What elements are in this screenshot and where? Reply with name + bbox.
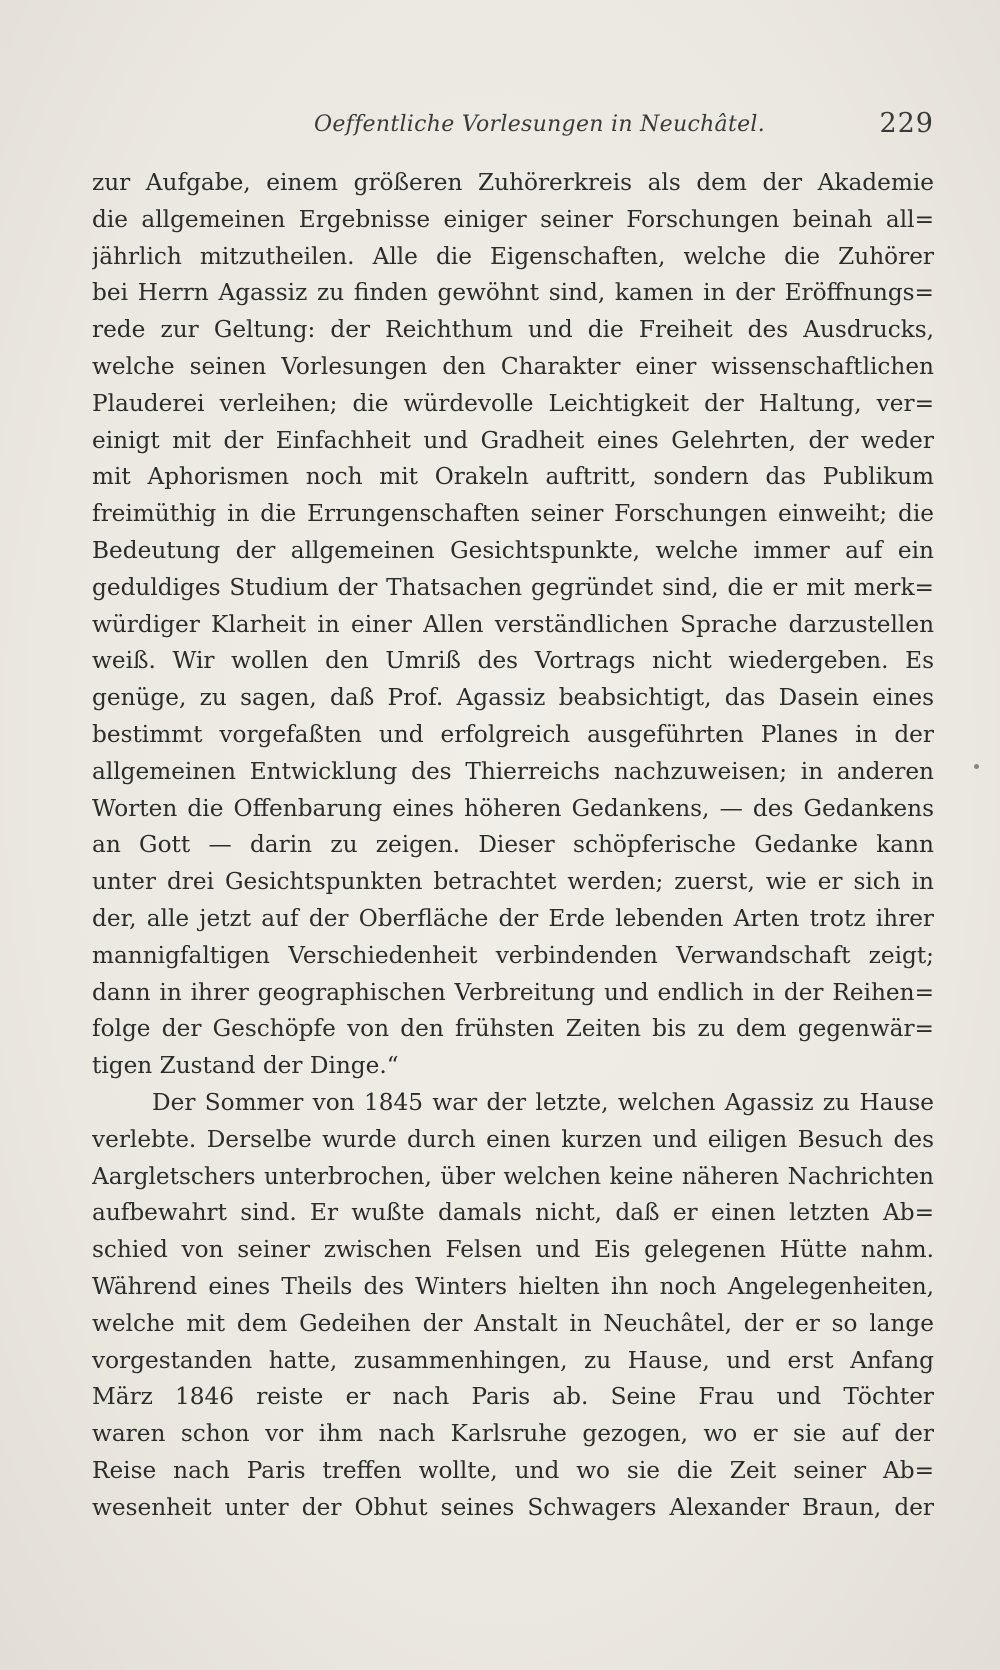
text-line: jährlich mitzutheilen. Alle die Eigenschaften, welche die Zuhörer bbox=[92, 242, 934, 270]
text-line: genüge, zu sagen, daß Prof. Agassiz beabsichtigt, das Dasein eines bbox=[92, 684, 934, 712]
text-line: welche mit dem Gedeihen der Anstalt in Neuchâtel, der er so lange bbox=[92, 1309, 934, 1337]
text-line: waren schon vor ihm nach Karlsruhe gezogen, wo er sie auf der bbox=[92, 1420, 934, 1448]
text-line: rede zur Geltung: der Reichthum und die Freiheit des Ausdrucks, bbox=[92, 316, 934, 344]
text-line: freimüthig in die Errungenschaften seiner Forschungen einweiht; die bbox=[92, 500, 934, 528]
text-line: Während eines Theils des Winters hielten ihn noch Angelegenheiten, bbox=[92, 1272, 934, 1300]
text-line: Worten die Offenbarung eines höheren Gedankens, — des Gedankens bbox=[92, 794, 934, 822]
page-header bbox=[92, 108, 934, 148]
text-line: vorgestanden hatte, zusammenhingen, zu Hause, und erst Anfang bbox=[92, 1346, 934, 1374]
paragraph-start-line: Der Sommer von 1845 war der letzte, welchen Agassiz zu Hause bbox=[152, 1088, 934, 1116]
text-line: allgemeinen Entwicklung des Thierreichs nachzuweisen; in anderen bbox=[92, 757, 934, 785]
text-line: an Gott — darin zu zeigen. Dieser schöpferische Gedanke kann bbox=[92, 831, 934, 859]
text-line: unter drei Gesichtspunkten betrachtet werden; zuerst, wie er sich in bbox=[92, 868, 934, 896]
text-line: mannigfaltigen Verschiedenheit verbindenden Verwandschaft zeigt; bbox=[92, 941, 934, 969]
text-line: bestimmt vorgefaßten und erfolgreich ausgeführten Planes in der bbox=[92, 720, 934, 748]
text-line: aufbewahrt sind. Er wußte damals nicht, daß er einen letzten Ab= bbox=[92, 1199, 934, 1227]
text-line: bei Herrn Agassiz zu finden gewöhnt sind, kamen in der Eröffnungs= bbox=[92, 279, 934, 307]
page-number: 229 bbox=[879, 108, 934, 139]
text-line: wesenheit unter der Obhut seines Schwagers Alexander Braun, der bbox=[92, 1493, 934, 1521]
text-line: würdiger Klarheit in einer Allen verständlichen Sprache darzustellen bbox=[92, 610, 934, 638]
text-line: Aargletschers unterbrochen, über welchen keine näheren Nachrichten bbox=[92, 1162, 934, 1190]
text-line: schied von seiner zwischen Felsen und Eis gelegenen Hütte nahm. bbox=[92, 1236, 934, 1264]
running-head: Oeffentliche Vorlesungen in Neuchâtel. bbox=[314, 112, 766, 137]
body-text bbox=[92, 165, 934, 1526]
text-line: folge der Geschöpfe von den frühsten Zeiten bis zu dem gegenwär= bbox=[92, 1015, 934, 1043]
text-line: Reise nach Paris treffen wollte, und wo sie die Zeit seiner Ab= bbox=[92, 1456, 934, 1484]
text-line: verlebte. Derselbe wurde durch einen kurzen und eiligen Besuch des bbox=[92, 1125, 934, 1153]
text-line: welche seinen Vorlesungen den Charakter einer wissenschaftlichen bbox=[92, 352, 934, 380]
text-line: die allgemeinen Ergebnisse einiger seiner Forschungen beinah all= bbox=[92, 205, 934, 233]
text-line: März 1846 reiste er nach Paris ab. Seine Frau und Töchter bbox=[92, 1383, 934, 1411]
text-line: zur Aufgabe, einem größeren Zuhörerkreis als dem der Akademie bbox=[92, 169, 934, 196]
text-line: mit Aphorismen noch mit Orakeln auftritt, sondern das Publikum bbox=[92, 463, 934, 491]
paper-speck bbox=[974, 764, 979, 769]
paragraph-end-line: tigen Zustand der Dinge.“ bbox=[92, 1052, 399, 1080]
text-line: einigt mit der Einfachheit und Gradheit eines Gelehrten, der weder bbox=[92, 426, 934, 454]
text-line: dann in ihrer geographischen Verbreitung und endlich in der Reihen= bbox=[92, 978, 934, 1006]
text-line: geduldiges Studium der Thatsachen gegründet sind, die er mit merk= bbox=[92, 573, 934, 601]
text-line: Bedeutung der allgemeinen Gesichtspunkte, welche immer auf ein bbox=[92, 536, 934, 564]
text-line: Plauderei verleihen; die würdevolle Leichtigkeit der Haltung, ver= bbox=[92, 389, 934, 417]
text-line: der, alle jetzt auf der Oberfläche der Erde lebenden Arten trotz ihrer bbox=[92, 904, 934, 932]
text-line: weiß. Wir wollen den Umriß des Vortrags nicht wiedergeben. Es bbox=[92, 647, 934, 675]
